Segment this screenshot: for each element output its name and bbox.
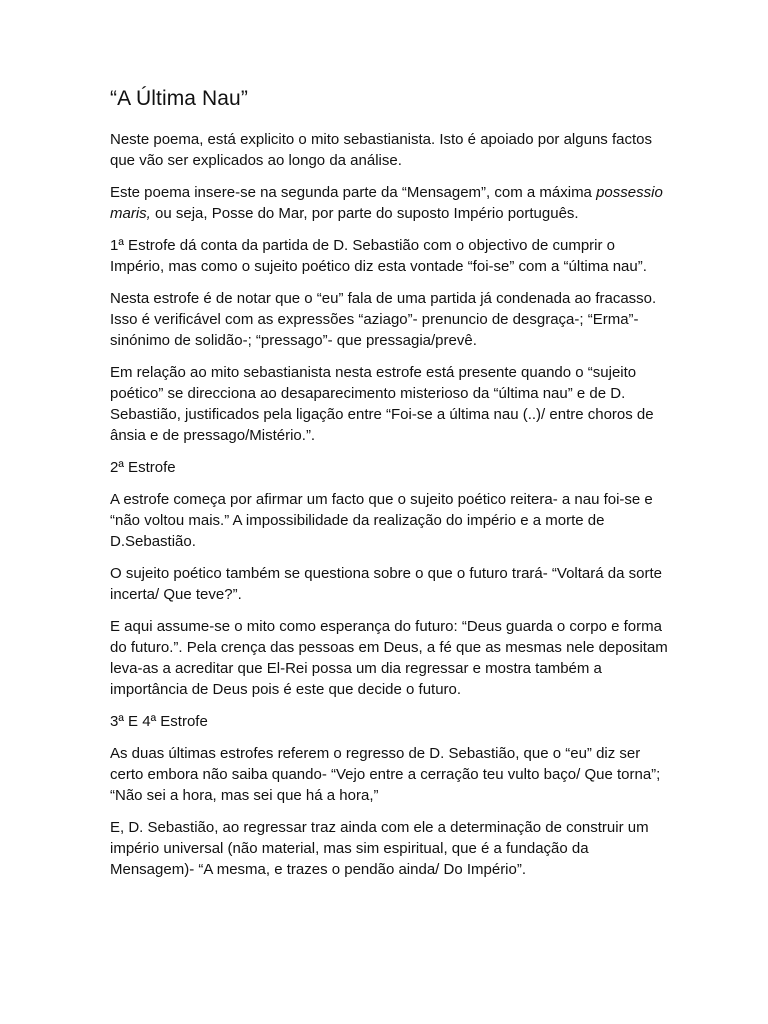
text-span: Nesta estrofe é de notar que o “eu” fala de uma partida já condenada ao fracasso. Isso é verificável com as expressões “aziago”- prenuncio de desgraça-; “Erma”- sinónimo de solidão-; “pressago”- que pressagia/prevê.: [110, 290, 657, 350]
paragraph: [110, 743, 670, 806]
paragraph: [110, 288, 670, 351]
italic-text: possessio maris,: [110, 184, 663, 223]
section-heading: [110, 711, 670, 732]
document-title: “A Última Nau”: [110, 87, 248, 110]
document-body: [110, 129, 670, 880]
text-span: A estrofe começa por afirmar um facto que o sujeito poético reitera- a nau foi-se e “não voltou mais.” A impossibilidade da realização do império e a morte de D.Sebastião.: [110, 491, 653, 551]
text-span: E aqui assume-se o mito como esperança do futuro: “Deus guarda o corpo e forma do futuro.”. Pela crença das pessoas em Deus, a fé que as mesmas nele depositam leva-as a acreditar que El-Rei possa um dia regressar e mostra também a importância de Deus pois é este que decide o futuro.: [110, 618, 668, 699]
document-page: [110, 86, 670, 891]
paragraph: [110, 235, 670, 277]
paragraph: [110, 182, 670, 224]
paragraph: [110, 817, 670, 880]
text-span: ou seja, Posse do Mar, por parte do suposto Império português.: [150, 205, 579, 223]
paragraph: [110, 563, 670, 605]
text-span: 1ª Estrofe dá conta da partida de D. Sebastião com o objectivo de cumprir o Império, mas como o sujeito poético diz esta vontade “foi-se” com a “última nau”.: [110, 237, 647, 276]
text-span: 3ª E 4ª Estrofe: [110, 713, 208, 731]
text-span: Em relação ao mito sebastianista nesta estrofe está presente quando o “sujeito poético” se direcciona ao desaparecimento misterioso da “última nau” e de D. Sebastião, justificados pela ligação entre “Foi-se a última nau (..)/ entre choros de ânsia e de pressago/Mistério.”.: [110, 364, 654, 445]
paragraph: [110, 489, 670, 552]
paragraph: [110, 362, 670, 446]
text-span: 2ª Estrofe: [110, 459, 176, 477]
text-span: As duas últimas estrofes referem o regresso de D. Sebastião, que o “eu” diz ser certo embora não saiba quando- “Vejo entre a cerração teu vulto baço/ Que torna”; “Não sei a hora, mas sei que há a hora,”: [110, 745, 661, 805]
paragraph: [110, 129, 670, 171]
section-heading: [110, 457, 670, 478]
text-span: O sujeito poético também se questiona sobre o que o futuro trará- “Voltará da sorte incerta/ Que teve?”.: [110, 565, 662, 604]
paragraph: [110, 616, 670, 700]
text-span: Este poema insere-se na segunda parte da “Mensagem”, com a máxima: [110, 184, 597, 202]
text-span: E, D. Sebastião, ao regressar traz ainda com ele a determinação de construir um império universal (não material, mas sim espiritual, que é a fundação da Mensagem)- “A mesma, e trazes o pendão ainda/ Do Império”.: [110, 819, 649, 879]
text-span: Neste poema, está explicito o mito sebastianista. Isto é apoiado por alguns factos que vão ser explicados ao longo da análise.: [110, 131, 652, 170]
